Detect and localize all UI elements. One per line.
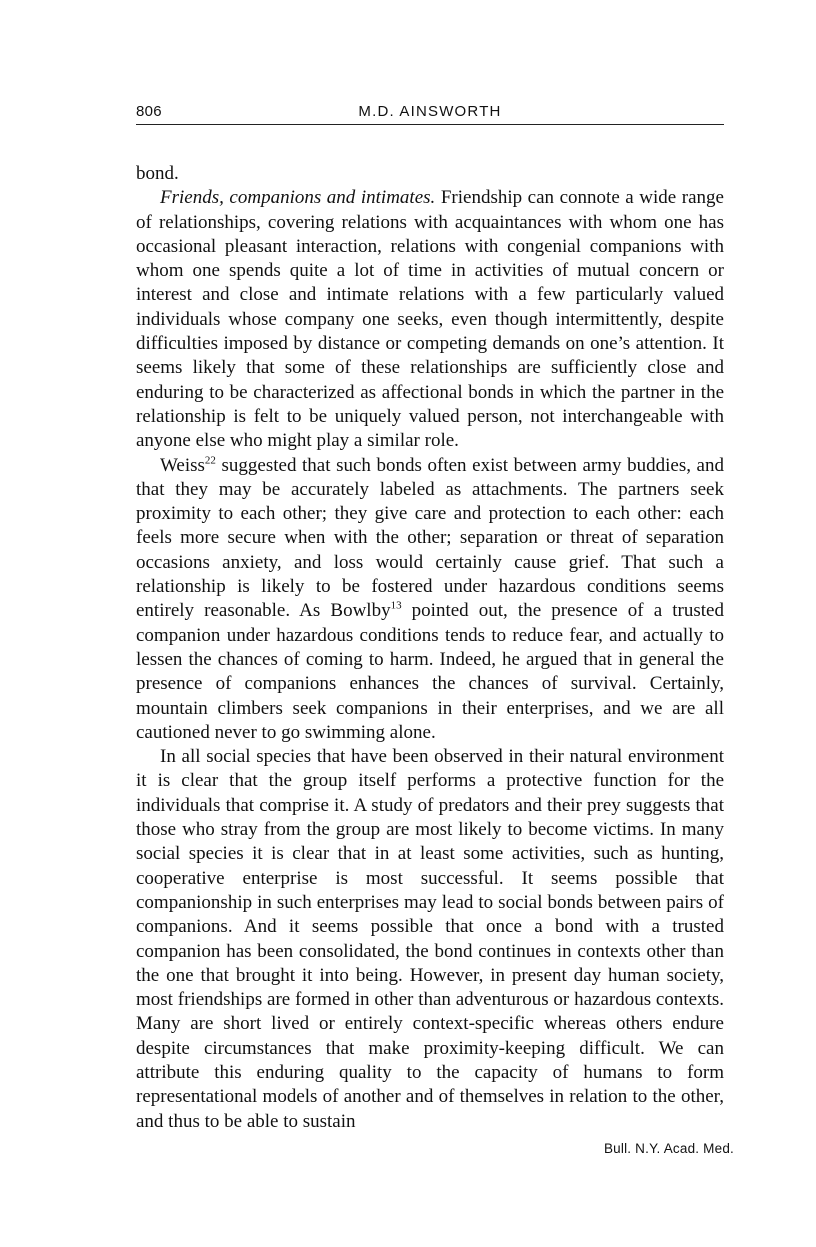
paragraph-text: In all social species that have been observed in their natural environment it is clear that the group itself performs a protective function for the individuals that comprise it. A study of predators and their prey suggests that those who stray from the group are most likely to become victims. In many social species it is clear that in at least some activities, such as hunting, cooperative enterprise is most successful. It seems possible that companionship in such enterprises may lead to social bonds between pairs of companions. And it seems possible that once a bond with a trusted companion has been consolidated, the bond continues in contexts other than the one that brought it into being. However, in present day human society, most friendships are formed in other than adventurous or hazardous contexts. Many are short lived or entirely context-specific whereas others endure despite circumstances that make proximity-keeping difficult. We can attribute this enduring quality to the capacity of humans to form representational models of another and of themselves in relation to the other, and thus to be able to sustain [136, 746, 724, 1132]
paragraph-weiss [136, 454, 724, 746]
paragraph-social-species [136, 745, 724, 1134]
paragraph-text: bond. [136, 163, 179, 184]
paragraph-text: pointed out, the presence of a trusted companion under hazardous conditions tends to reduce fear, and actually to lessen the chances of coming to harm. Indeed, he argued that in general the presence of companions enhances the chances of survival. Certainly, mountain climbers seek companions in their enterprises, and we are all cautioned never to go swimming alone. [136, 600, 724, 743]
running-head-author: M.D. AINSWORTH [358, 103, 502, 120]
citation-superscript: 22 [204, 454, 216, 467]
section-run-in-heading: Friends, companions and intimates. [160, 187, 436, 209]
paragraph-text: Weiss [160, 454, 205, 476]
paragraph-text: suggested that such bonds often exist between army buddies, and that they may be accurately labeled as attachments. The partners seek proximity to each other; they give care and protection to each other: each feels more secure when with the other; separation or threat of separation occasions anxiety, and loss would certainly cause grief. That such a relationship is likely to be fostered under hazardous conditions seems entirely reasonable. As Bowlby [136, 454, 724, 622]
page-number: 806 [136, 103, 162, 120]
paragraph-text: Friendship can connote a wide range of relationships, covering relations with acquaintances with whom one has occasional pleasant interaction, relations with congenial companions with whom one spends quite a lot of time in activities of mutual concern or interest and close and intimate relations with a few particularly valued individuals whose company one seeks, even though intermittently, despite difficulties imposed by distance or competing demands on one’s attention. It seems likely that some of these relationships are sufficiently close and enduring to be characterized as affectional bonds in which the partner in the relationship is felt to be uniquely valued person, not interchangeable with anyone else who might play a similar role. [136, 187, 724, 452]
paragraph-friends [136, 186, 724, 453]
citation-superscript: 13 [390, 600, 402, 613]
running-head [136, 100, 724, 125]
body-text [136, 162, 724, 1134]
paragraph-continuation [136, 162, 724, 186]
journal-footer: Bull. N.Y. Acad. Med. [603, 1141, 734, 1156]
